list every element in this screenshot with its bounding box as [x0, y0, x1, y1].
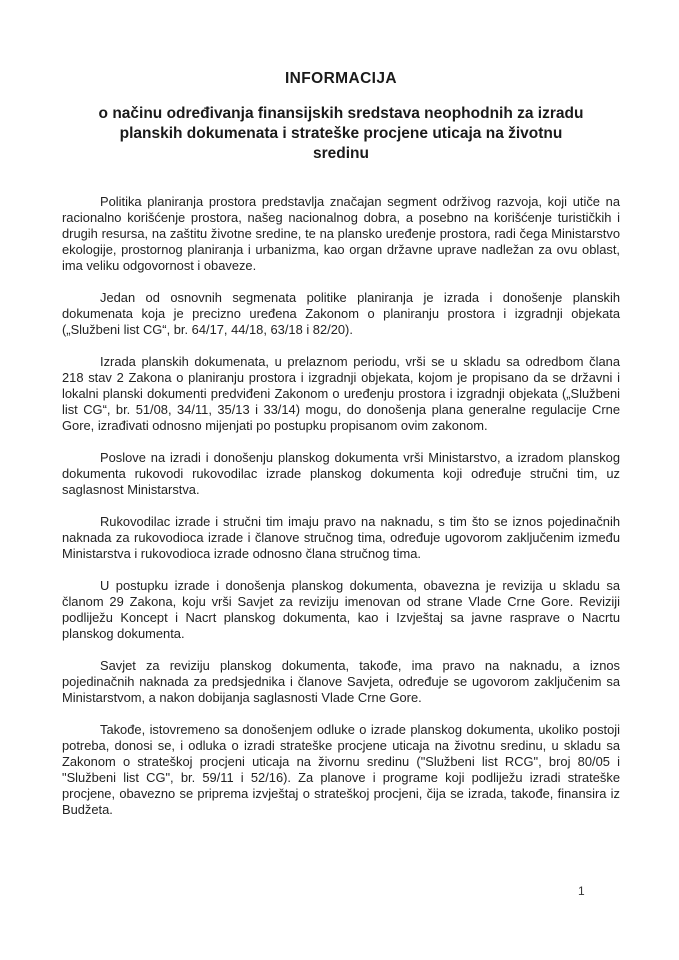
paragraph-1: Politika planiranja prostora predstavlja značajan segment održivog razvoja, koji utiče na racionalno korišćenje prostora, našeg nacionalnog dobra, a posebno na korišćenje turističkih i drugih resursa, na zaštitu životne sredine, te na plansko uređenje prostora, radi čega Ministarstvo ekologije, prostornog planiranja i urbanizma, kao organ državne uprave nadležan za ovu oblast, ima veliku odgovornost i obaveze.	[62, 194, 620, 273]
subtitle-line-1: o načinu određivanja finansijskih sredstava neophodnih za izradu	[98, 105, 584, 122]
paragraph-5: Rukovodilac izrade i stručni tim imaju pravo na naknadu, s tim što se iznos pojedinačnih naknada za rukovodioca izrade i članove stručnog tima, određuje ugovorom zaključenim između Ministarstva i rukovodioca izrade odnosno člana stručnog tima.	[62, 514, 620, 561]
document-content	[62, 0, 620, 818]
document-title: INFORMACIJA	[284, 70, 398, 87]
page-number: 1	[578, 884, 585, 898]
document-body	[62, 194, 620, 818]
paragraph-6: U postupku izrade i donošenja planskog dokumenta, obavezna je revizija u skladu sa članom 29 Zakona, koju vrši Savjet za reviziju imenovan od strane Vlade Crne Gore. Reviziji podliježu Koncept i Nacrt planskog dokumenta, kao i Izvještaj sa javne rasprave o Nacrtu planskog dokumenta.	[62, 578, 620, 641]
subtitle-line-3: sredinu	[313, 145, 369, 162]
document-subtitle	[62, 104, 620, 164]
paragraph-7: Savjet za reviziju planskog dokumenta, takođe, ima pravo na naknadu, a iznos pojedinačnih naknada za predsjednika i članove Savjeta, određuje se ugovorom zaključenim sa Ministarstvom, a nakon dobijanja saglasnosti Vlade Crne Gore.	[62, 658, 620, 705]
paragraph-3: Izrada planskih dokumenata, u prelaznom periodu, vrši se u skladu sa odredbom člana 218 stav 2 Zakona o planiranju prostora i izgradnji objekata, kojom je propisano da se državni i lokalni planski dokumenti predviđeni Zakonom o uređenju prostora i izgradnji objekata („Službeni list CG“, br. 51/08, 34/11, 35/13 i 33/14) mogu, do donošenja plana generalne regulacije Crne Gore, izrađivati odnosno mijenjati po postupku propisanom ovim zakonom.	[62, 354, 620, 433]
paragraph-4: Poslove na izradi i donošenju planskog dokumenta vrši Ministarstvo, a izradom planskog dokumenta rukovodi rukovodilac izrade planskog dokumenta koji određuje stručni tim, uz saglasnost Ministarstva.	[62, 450, 620, 497]
paragraph-8: Takođe, istovremeno sa donošenjem odluke o izrade planskog dokumenta, ukoliko postoji potreba, donosi se, i odluka o izradi strateške procjene uticaja na životnu sredinu, u skladu sa Zakonom o strateškoj procjeni uticaja na živornu sredinu ("Službeni list RCG", broj 80/05 i "Službeni list CG", br. 59/11 i 52/16). Za planove i programe koji podliježu izradi strateške procjene, obavezno se priprema izvještaj o strateškoj procjeni, čija se izrada, takođe, finansira iz Budžeta.	[62, 722, 620, 817]
paragraph-2: Jedan od osnovnih segmenata politike planiranja je izrada i donošenje planskih dokumenata koja je precizno uređena Zakonom o planiranju prostora i izgradnji objekata („Službeni list CG“, br. 64/17, 44/18, 63/18 i 82/20).	[62, 290, 620, 337]
subtitle-line-2: planskih dokumenata i strateške procjene uticaja na životnu	[119, 125, 563, 142]
